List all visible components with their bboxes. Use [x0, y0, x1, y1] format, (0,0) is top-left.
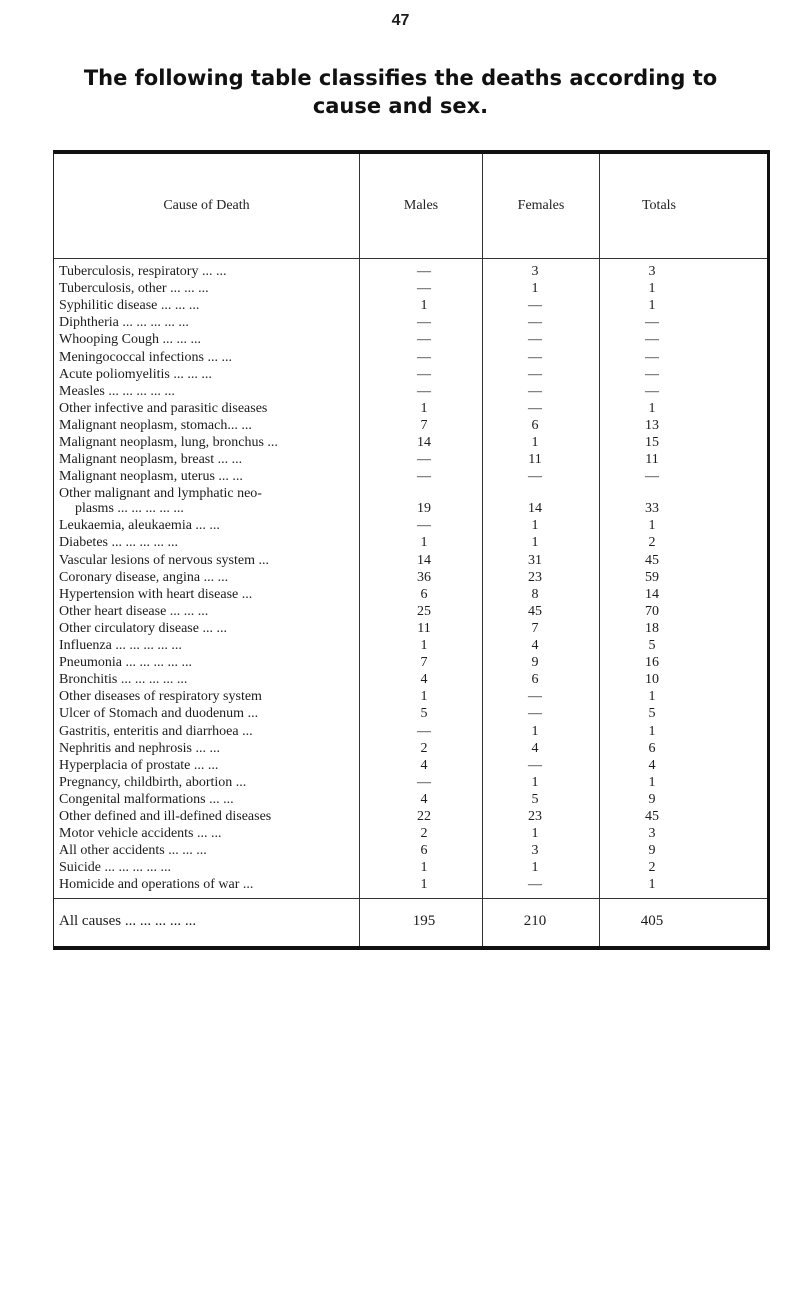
- row-cause: [59, 281, 351, 296]
- row-females: 23: [528, 569, 542, 585]
- row-males: 4: [420, 791, 428, 807]
- row-totals: —: [645, 366, 659, 382]
- row-males: —: [417, 366, 431, 382]
- row-totals: 1: [648, 877, 656, 893]
- row-cause-text: Meningococcal infections ... ...: [59, 349, 233, 365]
- row-females: —: [528, 877, 542, 893]
- header-cause: Cause of Death: [163, 198, 250, 213]
- row-totals: —: [645, 383, 659, 399]
- row-cause-text: Congenital malformations ... ...: [59, 791, 234, 807]
- row-cause: [59, 843, 351, 858]
- row-males: 5: [420, 706, 428, 722]
- row-totals: 45: [645, 809, 659, 824]
- row-totals: 2: [648, 535, 656, 551]
- row-females: —: [528, 757, 542, 773]
- row-females: 45: [528, 603, 542, 619]
- row-totals: 9: [648, 843, 656, 859]
- row-cause-text: Suicide ... ... ... ... ...: [59, 860, 171, 876]
- row-males: —: [417, 264, 431, 279]
- row-males: 2: [420, 826, 428, 842]
- row-cause: [59, 758, 351, 773]
- row-totals: 2: [648, 860, 656, 876]
- table-row: [54, 384, 767, 399]
- row-cause: [59, 486, 351, 516]
- row-females: 9: [531, 655, 539, 671]
- row-cause-text: Malignant neoplasm, breast ... ...: [59, 452, 243, 468]
- row-totals: 1: [648, 281, 656, 297]
- row-totals: 45: [645, 552, 659, 568]
- row-cause: [59, 826, 351, 841]
- row-females: —: [528, 315, 542, 331]
- row-females: —: [528, 383, 542, 399]
- row-totals: 16: [645, 655, 659, 671]
- row-females: 3: [531, 264, 539, 279]
- row-totals: 15: [645, 435, 659, 450]
- table-row: [54, 452, 767, 467]
- table-row: [54, 315, 767, 330]
- table-row: [54, 587, 767, 602]
- row-females: 1: [531, 826, 539, 842]
- table-row: [54, 486, 767, 516]
- row-females: 1: [531, 860, 539, 876]
- table-row: [54, 281, 767, 296]
- row-cause: [59, 877, 351, 892]
- total-females: 210: [523, 913, 547, 929]
- row-males: 1: [420, 689, 428, 705]
- row-males: —: [417, 452, 431, 468]
- table-row: [54, 332, 767, 347]
- row-cause-text: Ulcer of Stomach and duodenum ...: [59, 706, 259, 722]
- table-row: [54, 655, 767, 670]
- row-cause-text: Other defined and ill-defined diseases: [59, 809, 272, 824]
- table-row: [54, 298, 767, 313]
- row-cause-text: Measles ... ... ... ... ...: [59, 383, 175, 399]
- table-row: [54, 469, 767, 484]
- row-cause: [59, 809, 351, 824]
- row-females: 1: [531, 281, 539, 297]
- page-number: 47: [391, 12, 410, 29]
- row-females: 23: [528, 809, 542, 824]
- row-females: —: [528, 298, 542, 314]
- row-males: 6: [420, 843, 428, 859]
- row-males: —: [417, 332, 431, 348]
- row-females: —: [528, 332, 542, 348]
- row-cause-text: Hyperplacia of prostate ... ...: [59, 757, 219, 773]
- header-divider: [54, 258, 767, 259]
- table-row: [54, 860, 767, 875]
- row-males: —: [417, 349, 431, 365]
- header-totals: Totals: [641, 198, 676, 213]
- row-cause-text: Other circulatory disease ... ...: [59, 620, 227, 636]
- table-row: [54, 401, 767, 416]
- row-totals: 13: [645, 417, 659, 433]
- row-cause-text: Other malignant and lymphatic neo-: [59, 486, 262, 502]
- row-totals: —: [645, 315, 659, 331]
- row-females: 8: [531, 586, 539, 602]
- row-males: 7: [420, 655, 428, 671]
- row-females: —: [528, 400, 542, 416]
- table-row: [54, 706, 767, 721]
- row-cause: [59, 367, 351, 382]
- row-males: —: [417, 315, 431, 331]
- table-row: [54, 418, 767, 433]
- row-cause-text: Malignant neoplasm, uterus ... ...: [59, 469, 243, 485]
- total-males: 195: [412, 913, 436, 929]
- row-cause: [59, 860, 351, 875]
- row-totals: 1: [648, 400, 656, 416]
- row-cause: [59, 418, 351, 433]
- total-cause: All causes ... ... ... ... ...: [59, 913, 197, 929]
- table-row: [54, 724, 767, 739]
- row-females: 1: [531, 435, 539, 450]
- table-row: [54, 621, 767, 636]
- row-females: 14: [528, 501, 542, 517]
- row-males: 14: [417, 435, 431, 450]
- row-females: —: [528, 349, 542, 365]
- row-cause-text: Influenza ... ... ... ... ...: [59, 638, 182, 653]
- row-cause: [59, 587, 351, 602]
- row-cause: [59, 604, 351, 619]
- row-totals: 5: [648, 706, 656, 722]
- row-cause-text: Diphtheria ... ... ... ... ...: [59, 315, 189, 331]
- row-cause: [59, 332, 351, 347]
- row-cause-text: Hypertension with heart disease ...: [59, 586, 253, 602]
- row-females: 31: [528, 552, 542, 568]
- table-row: [54, 826, 767, 841]
- row-males: 22: [417, 809, 431, 824]
- row-males: 2: [420, 740, 428, 756]
- table-row: [54, 877, 767, 892]
- row-totals: 11: [645, 452, 659, 468]
- row-males: 1: [420, 535, 428, 551]
- row-cause: [59, 401, 351, 416]
- row-males: 1: [420, 877, 428, 893]
- table-row: [54, 435, 767, 450]
- table-row: [54, 350, 767, 365]
- table-row: [54, 758, 767, 773]
- table-row: [54, 689, 767, 704]
- table-row: [54, 367, 767, 382]
- row-cause-text: Acute poliomyelitis ... ... ...: [59, 366, 212, 382]
- row-males: 25: [417, 603, 431, 619]
- row-cause-text: Other infective and parasitic diseases: [59, 400, 268, 416]
- row-totals: —: [645, 332, 659, 348]
- row-cause: [59, 518, 351, 533]
- row-cause-text: Nephritis and nephrosis ... ...: [59, 740, 220, 756]
- table-row: [54, 843, 767, 858]
- row-males: 1: [420, 860, 428, 876]
- row-totals: 18: [645, 620, 659, 636]
- row-females: 6: [531, 417, 539, 433]
- row-males: —: [417, 723, 431, 739]
- page-heading: [30, 64, 771, 120]
- table-row: [54, 553, 767, 568]
- row-totals: 5: [648, 638, 656, 653]
- row-cause: [59, 350, 351, 365]
- row-cause: [59, 469, 351, 484]
- row-totals: 33: [645, 501, 659, 517]
- row-cause: [59, 706, 351, 721]
- row-cause-text: Tuberculosis, respiratory ... ...: [59, 264, 227, 279]
- row-males: —: [417, 281, 431, 297]
- row-cause: [59, 655, 351, 670]
- total-divider: [54, 898, 767, 899]
- row-cause: [59, 264, 351, 279]
- row-males: 4: [420, 672, 428, 688]
- row-cause: [59, 638, 351, 653]
- row-cause: [59, 435, 351, 450]
- row-totals: 10: [645, 672, 659, 688]
- row-totals: —: [645, 349, 659, 365]
- row-totals: 1: [648, 774, 656, 790]
- row-totals: 6: [648, 740, 656, 756]
- row-cause-text: Malignant neoplasm, stomach... ...: [59, 417, 252, 433]
- row-males: 36: [417, 569, 431, 585]
- row-cause: [59, 384, 351, 399]
- row-cause-text: Syphilitic disease ... ... ...: [59, 298, 200, 314]
- row-males: —: [417, 518, 431, 534]
- row-cause-continuation: plasms ... ... ... ... ...: [75, 501, 184, 517]
- row-cause: [59, 775, 351, 790]
- row-cause: [59, 689, 351, 704]
- row-totals: 59: [645, 569, 659, 585]
- row-females: —: [528, 469, 542, 485]
- deaths-table: [53, 150, 770, 950]
- row-cause-text: Homicide and operations of war ...: [59, 877, 254, 893]
- row-totals: 1: [648, 298, 656, 314]
- row-females: 11: [528, 452, 542, 468]
- row-females: 4: [531, 740, 539, 756]
- table-row: [54, 518, 767, 533]
- row-males: 7: [420, 417, 428, 433]
- table-row: [54, 535, 767, 550]
- table-row: [54, 672, 767, 687]
- heading-line-1: The following table classifies the deaths according to: [83, 66, 718, 90]
- heading-line-2: cause and sex.: [312, 94, 489, 118]
- row-cause: [59, 792, 351, 807]
- header-males: Males: [403, 198, 439, 213]
- row-cause: [59, 621, 351, 636]
- row-females: 1: [531, 535, 539, 551]
- row-totals: 9: [648, 791, 656, 807]
- row-cause-text: Pneumonia ... ... ... ... ...: [59, 655, 192, 671]
- row-totals: 1: [648, 689, 656, 705]
- row-males: —: [417, 469, 431, 485]
- row-totals: 70: [645, 603, 659, 619]
- row-cause-text: Bronchitis ... ... ... ... ...: [59, 672, 188, 688]
- header-females: Females: [517, 198, 565, 213]
- row-cause: [59, 741, 351, 756]
- row-totals: 3: [648, 826, 656, 842]
- table-row: [54, 604, 767, 619]
- row-cause-text: Vascular lesions of nervous system ...: [59, 552, 269, 568]
- row-cause: [59, 570, 351, 585]
- row-cause: [59, 672, 351, 687]
- row-cause-text: Gastritis, enteritis and diarrhoea ...: [59, 723, 253, 739]
- table-row: [54, 741, 767, 756]
- row-females: 5: [531, 791, 539, 807]
- total-totals: 405: [640, 913, 664, 929]
- total-row: [54, 906, 767, 936]
- row-cause-text: Malignant neoplasm, lung, bronchus ...: [59, 435, 278, 450]
- row-females: 4: [531, 638, 539, 653]
- table-row: [54, 638, 767, 653]
- row-males: 1: [420, 638, 428, 653]
- row-totals: —: [645, 469, 659, 485]
- row-cause: [59, 315, 351, 330]
- row-cause-text: Motor vehicle accidents ... ...: [59, 826, 222, 842]
- row-cause: [59, 553, 351, 568]
- row-cause-text: Other diseases of respiratory system: [59, 689, 262, 705]
- row-cause-text: Whooping Cough ... ... ...: [59, 332, 201, 348]
- row-cause: [59, 724, 351, 739]
- row-females: 6: [531, 672, 539, 688]
- row-males: 14: [417, 552, 431, 568]
- row-totals: 14: [645, 586, 659, 602]
- row-cause: [59, 535, 351, 550]
- row-totals: 4: [648, 757, 656, 773]
- row-cause-text: Tuberculosis, other ... ... ...: [59, 281, 209, 297]
- table-row: [54, 792, 767, 807]
- row-females: 1: [531, 518, 539, 534]
- row-cause-text: Leukaemia, aleukaemia ... ...: [59, 518, 220, 534]
- row-cause-text: Other heart disease ... ... ...: [59, 603, 209, 619]
- table-row: [54, 264, 767, 279]
- row-totals: 1: [648, 723, 656, 739]
- row-cause-text: Diabetes ... ... ... ... ...: [59, 535, 178, 551]
- row-males: 19: [417, 501, 431, 517]
- row-females: 3: [531, 843, 539, 859]
- row-males: 1: [420, 298, 428, 314]
- row-cause-text: All other accidents ... ... ...: [59, 843, 207, 859]
- row-females: 1: [531, 774, 539, 790]
- row-females: 1: [531, 723, 539, 739]
- row-cause-text: Coronary disease, angina ... ...: [59, 569, 229, 585]
- row-cause: [59, 452, 351, 467]
- row-totals: 1: [648, 518, 656, 534]
- row-males: 4: [420, 757, 428, 773]
- row-females: —: [528, 689, 542, 705]
- row-totals: 3: [648, 264, 656, 279]
- table-row: [54, 570, 767, 585]
- table-row: [54, 809, 767, 824]
- row-males: 1: [420, 400, 428, 416]
- row-females: 7: [531, 620, 539, 636]
- row-males: —: [417, 383, 431, 399]
- row-males: —: [417, 774, 431, 790]
- row-males: 6: [420, 586, 428, 602]
- row-males: 11: [417, 620, 431, 636]
- row-cause: [59, 298, 351, 313]
- table-row: [54, 775, 767, 790]
- row-females: —: [528, 706, 542, 722]
- row-cause-text: Pregnancy, childbirth, abortion ...: [59, 774, 247, 790]
- row-females: —: [528, 366, 542, 382]
